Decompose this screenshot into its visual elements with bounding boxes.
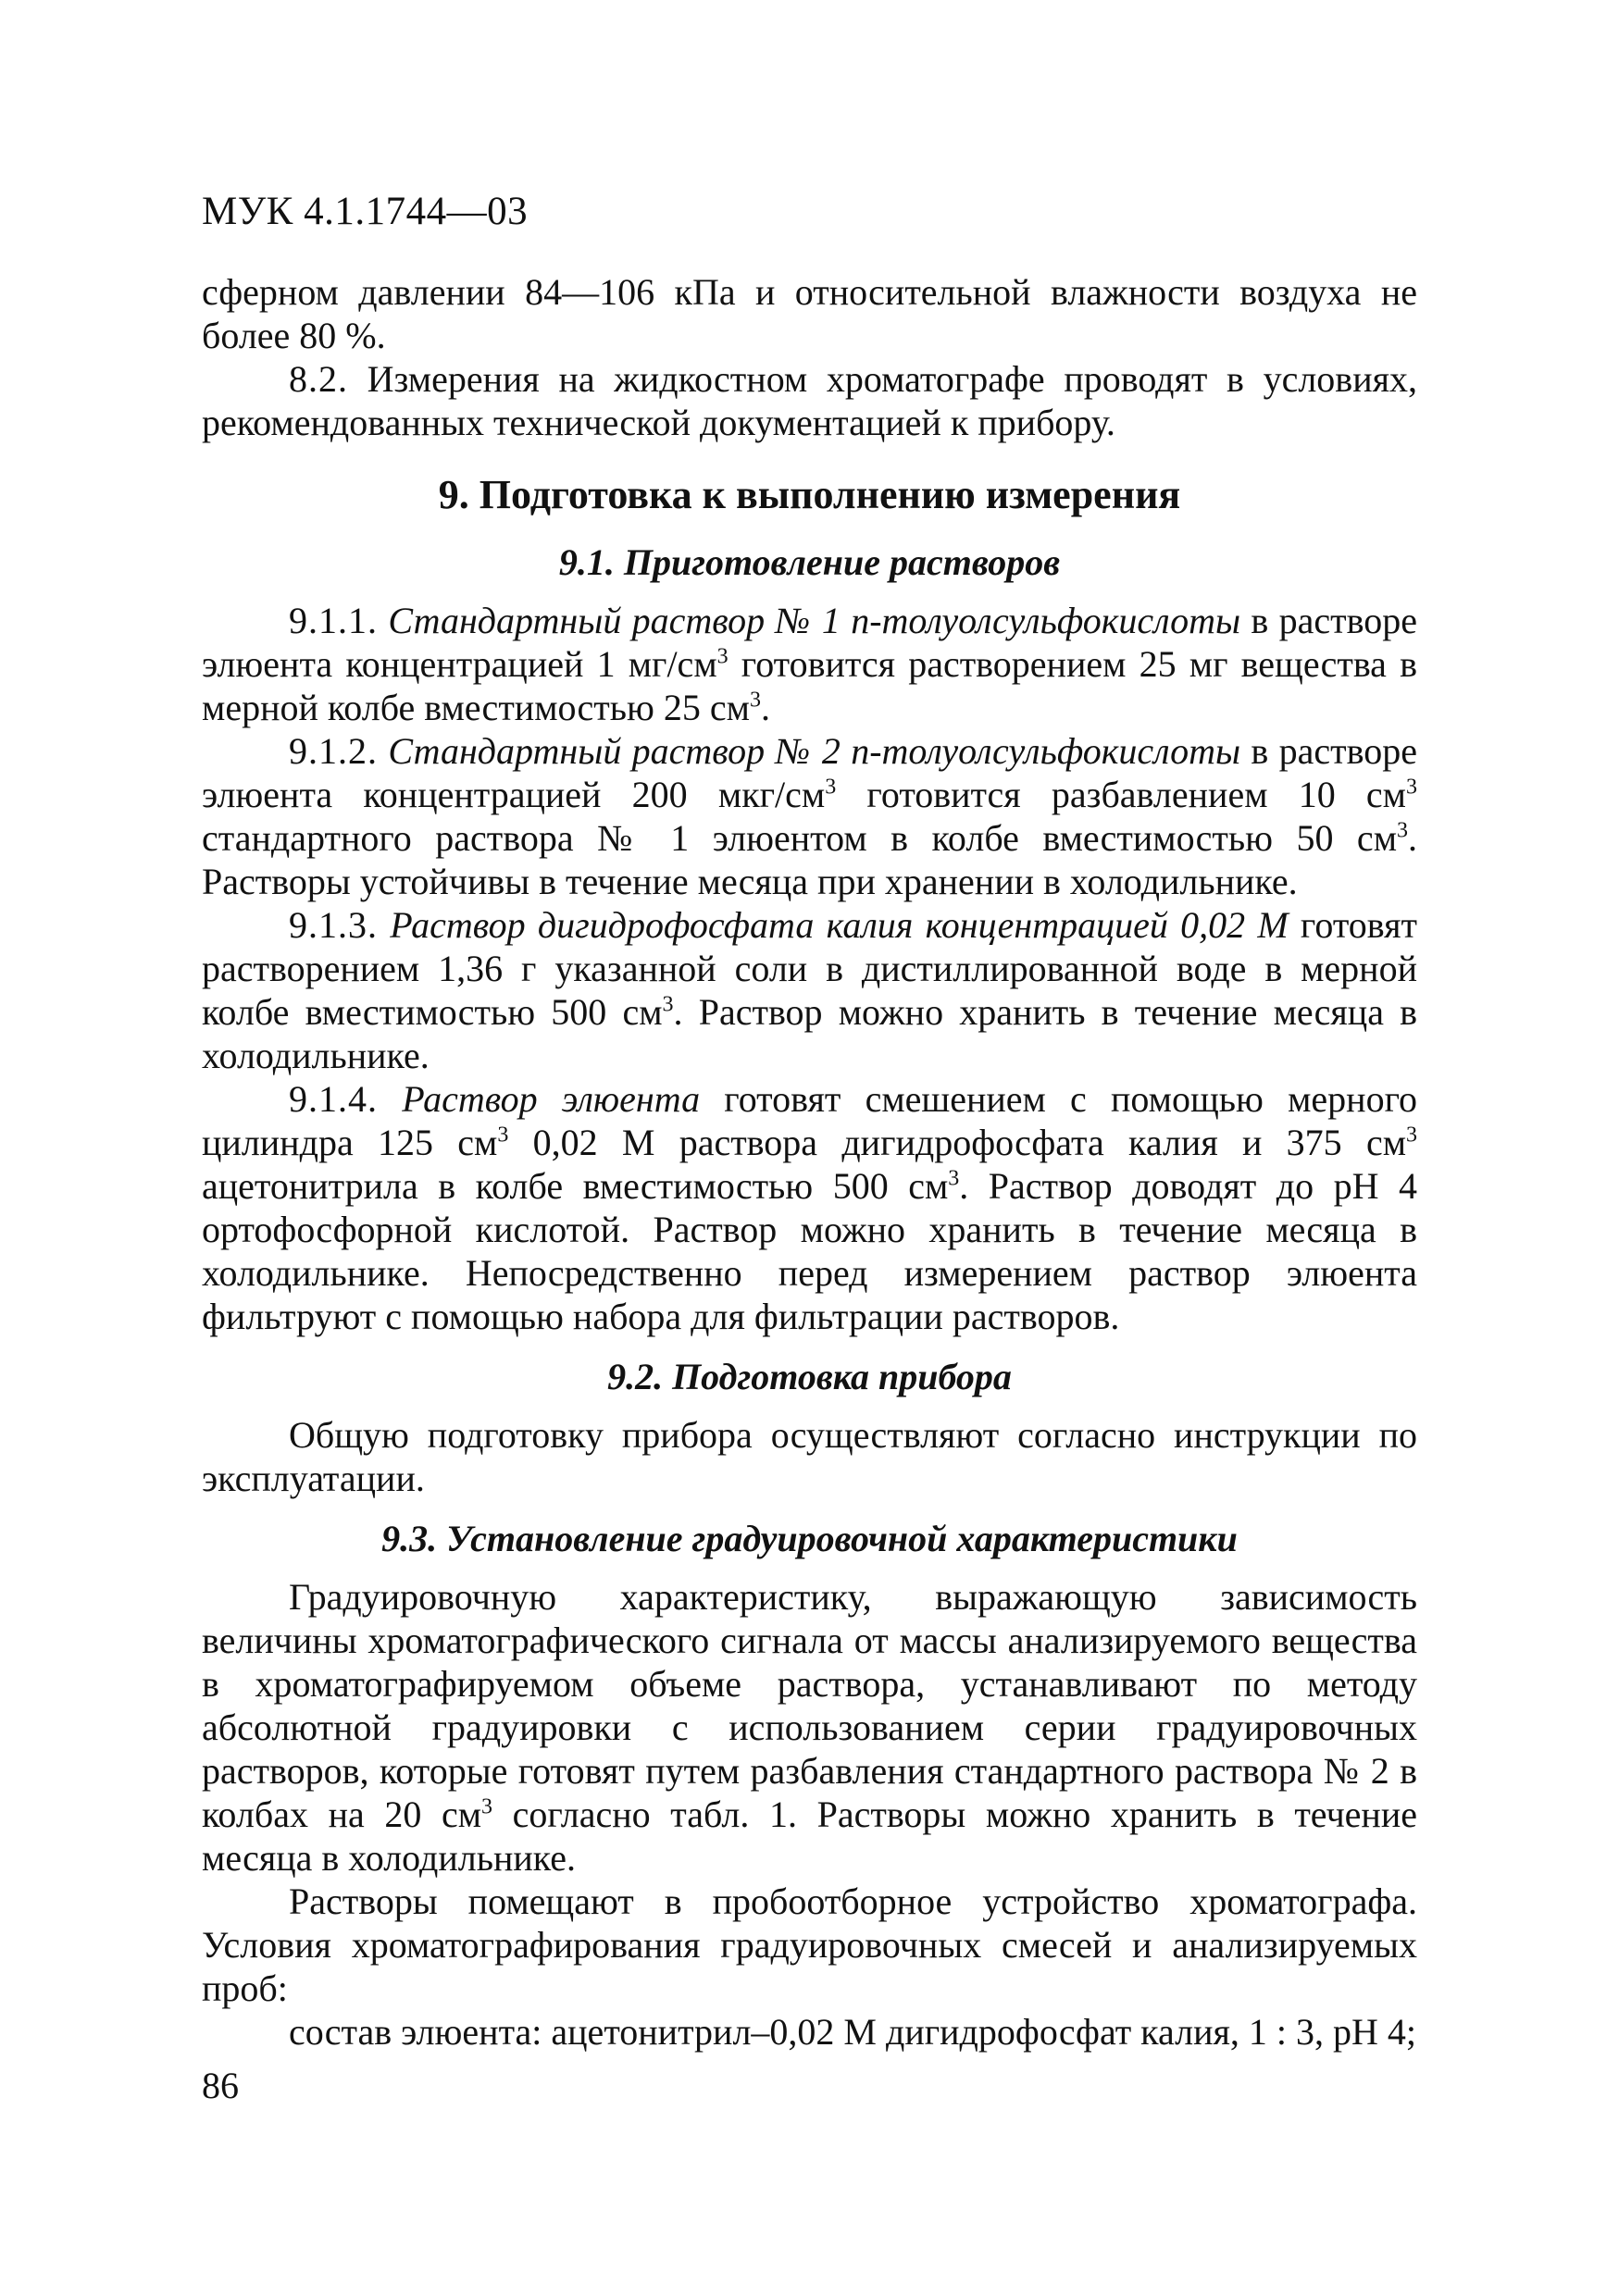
paragraph-9-1-1 [202,599,1417,729]
clause-text: согласно табл. 1. Растворы можно хранить в течение месяца в холодильнике. [202,1793,1418,1879]
clause-text: Измерения на жидкостном хроматографе проводят в условиях, рекомендованных технической документацией к прибору. [202,358,1417,443]
clause-term: Раствор дигидрофосфата калия концентрацией 0,02 М [378,904,1289,946]
page-body [202,270,1417,2054]
section-9-title: 9. Подготовка к выполнению измерения [438,472,1181,517]
clause-term: Раствор элюента [378,1078,701,1120]
clause-number: 9.1.1. [289,600,378,641]
superscript: 3 [1406,775,1417,800]
paragraph-9-1-4 [202,1077,1417,1338]
clause-text: Градуировочную характеристику, выражающую зависимость величины хроматографического сигнала от массы анализируемого вещества в хроматографируемом объеме раствора, устанавливают по методу абсолютной градуировки с использованием серии градуировочных растворов, которые готовят путем разбавления стандартного раствора № 2 в колбах на 20 см [202,1576,1417,1835]
clause-text: . [760,687,770,728]
document-code-header: МУК 4.1.1744—03 [202,190,529,233]
subsection-9-1-title: 9.1. Приготовление растворов [558,541,1061,583]
subsection-9-2-title: 9.2. Подготовка прибора [607,1356,1012,1397]
clause-text: . Растворы устойчивы в течение месяца при хранении в холодильнике. [202,817,1417,902]
clause-text: ацетонитрила в колбе вместимостью 500 см [202,1165,949,1207]
page-number: 86 [202,2065,239,2106]
paragraph-9-3-c: состав элюента: ацетонитрил–0,02 М дигидрофосфат калия, 1 : 3, рН 4; [289,2011,1416,2053]
superscript: 3 [948,1166,960,1191]
clause-number: 9.1.2. [289,730,378,772]
superscript: 3 [497,1123,509,1148]
clause-text: . Раствор доводят до рН 4 ортофосфорной кислотой. Раствор можно хранить в течение месяца в холодильнике. Непосредственно перед измерением раствор элюента фильтруют с помощью набора для фильтрации растворов. [202,1165,1417,1337]
clause-text: стандартного раствора № 1 элюентом в колбе вместимостью 50 см [202,817,1397,859]
clause-number: 8.2. [289,358,348,400]
clause-text: готовится разбавлением 10 см [836,774,1406,815]
continued-paragraph: сферном давлении 84—106 кПа и относительной влажности воздуха не более 80 %. [202,271,1417,356]
clause-term: Стандартный раствор № 2 п-толуолсульфокислоты [378,730,1241,772]
superscript: 3 [716,644,729,669]
paragraph-9-1-3 [202,903,1417,1077]
paragraph-9-3-a [202,1575,1417,1880]
clause-text: . Раствор можно хранить в течение месяца в холодильнике. [202,991,1417,1076]
paragraph-9-1-2 [202,729,1417,903]
clause-number: 9.1.4. [289,1078,378,1120]
superscript: 3 [749,688,761,713]
clause-text: готовится растворением 25 мг вещества в мерной колбе вместимостью 25 см [202,643,1417,728]
clause-text: готовят растворением 1,36 г указанной соли в дистиллированной воде в мерной колбе вместимостью 500 см [202,904,1418,1033]
clause-text: готовят смешением с помощью мерного цилиндра 125 см [202,1078,1417,1163]
superscript: 3 [1406,1123,1418,1148]
clause-number: 9.1.3. [289,904,378,946]
clause-term: Стандартный раствор № 1 п-толуолсульфокислоты [378,600,1241,641]
clause-text: 0,02 М раствора дигидрофосфата калия и 375 см [508,1122,1407,1163]
paragraph-9-2: Общую подготовку прибора осуществляют согласно инструкции по эксплуатации. [202,1414,1417,1499]
paragraph-9-3-b: Растворы помещают в пробоотборное устройство хроматографа. Условия хроматографирования градуировочных смесей и анализируемых проб: [202,1880,1417,2009]
clause-text: в растворе элюента концентрацией 1 мг/см [202,600,1417,685]
superscript: 3 [825,775,837,800]
superscript: 3 [1397,818,1408,843]
clause-text: в растворе элюента концентрацией 200 мкг/см [202,730,1417,815]
subsection-9-3-title: 9.3. Установление градуировочной характеристики [381,1518,1238,1559]
superscript: 3 [481,1794,493,1819]
paragraph-8-2 [202,357,1417,444]
superscript: 3 [662,992,674,1017]
